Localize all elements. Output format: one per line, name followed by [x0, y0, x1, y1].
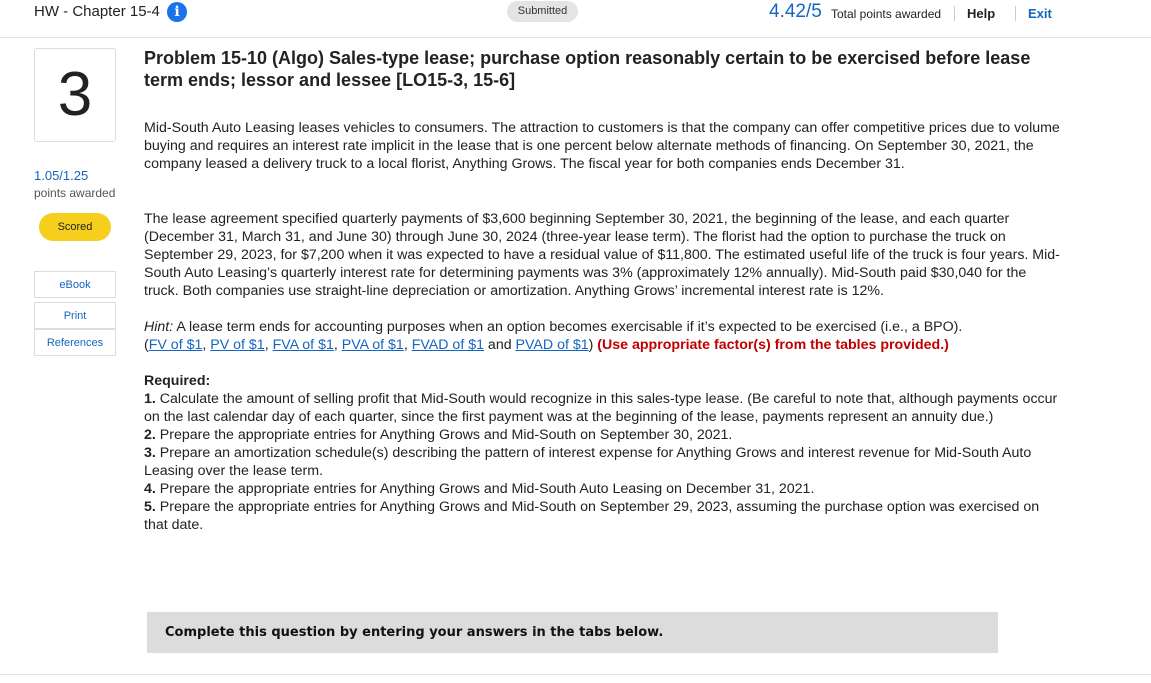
- requirement-item: [144, 390, 1064, 426]
- total-score: 4.42/5: [769, 1, 822, 22]
- question-points-label: points awarded: [34, 186, 116, 200]
- requirement-item: [144, 498, 1064, 534]
- fvad-table-link[interactable]: FVAD of $1: [411, 337, 484, 353]
- references-button[interactable]: References: [34, 329, 116, 356]
- requirement-number: 2.: [144, 427, 156, 443]
- scored-badge: Scored: [39, 213, 111, 241]
- status-badge: Submitted: [507, 1, 578, 22]
- requirement-text: Prepare the appropriate entries for Anything Grows and Mid-South Auto Leasing on December 31, 2021.: [155, 481, 815, 497]
- paren-close: ): [588, 337, 598, 353]
- and-word: and: [483, 337, 516, 353]
- hint-paragraph: [144, 318, 1064, 354]
- print-button[interactable]: Print: [34, 302, 116, 329]
- fva-table-link[interactable]: FVA of $1: [272, 337, 334, 353]
- separator: ,: [202, 337, 211, 353]
- info-icon[interactable]: i: [167, 2, 187, 22]
- divider: [0, 674, 1151, 675]
- hint-label: Hint:: [144, 319, 174, 335]
- problem-title: Problem 15-10 (Algo) Sales-type lease; purchase option reasonably certain to be exercised before lease term ends; lessor and lessee [LO15-3, 15-6]: [144, 48, 1031, 90]
- requirement-number: 1.: [144, 391, 156, 407]
- question-points: 1.05/1.25: [34, 168, 89, 183]
- problem-intro: Mid-South Auto Leasing leases vehicles to consumers. The attraction to customers is that the company can offer competitive prices due to volume buying and requires an interest rate implicit in the lease that is one percent below alternate methods of financing. On September 30, 2021, the company leased a delivery truck to a local florist, Anything Grows. The fiscal year for both companies ends December 31.: [144, 120, 1060, 172]
- question-number: 3: [34, 48, 116, 142]
- problem-terms: The lease agreement specified quarterly payments of $3,600 beginning September 30, 2021, the beginning of the lease, and each quarter (December 31, March 31, and June 30) through June 30, 2024 (three-year lease term). The florist had the option to purchase the truck on September 29, 2023, for $7,200 when it was expected to have a residual value of $11,800. The estimated useful life of the truck is four years. Mid-South Auto Leasing’s quarterly interest rate for determining payments was 3% (approximately 12% annually). Mid-South paid $30,040 for the truck. Both companies use straight-line depreciation or amortization. Anything Grows’ incremental interest rate is 12%.: [144, 211, 1060, 299]
- pv-table-link[interactable]: PV of $1: [210, 337, 265, 353]
- fv-table-link[interactable]: FV of $1: [148, 337, 203, 353]
- separator: ,: [403, 337, 412, 353]
- pvad-table-link[interactable]: PVAD of $1: [515, 337, 589, 353]
- separator: ,: [333, 337, 342, 353]
- paren-open: (: [144, 337, 149, 353]
- pva-table-link[interactable]: PVA of $1: [341, 337, 404, 353]
- use-factors-note: (Use appropriate factor(s) from the tables provided.): [597, 337, 949, 353]
- requirement-text: Calculate the amount of selling profit that Mid-South would recognize in this sales-type lease. (Be careful to note that, although payments occur on the last calendar day of each quarter, since the first payment was at the beginning of the lease, payments represent an annuity due.): [144, 391, 1058, 425]
- requirement-number: 4.: [144, 481, 156, 497]
- problem-content: [144, 47, 1064, 534]
- requirement-item: [144, 444, 1064, 480]
- requirement-item: [144, 480, 1064, 498]
- exit-link[interactable]: Exit: [1015, 6, 1052, 21]
- requirement-number: 3.: [144, 445, 156, 461]
- requirement-number: 5.: [144, 499, 156, 515]
- requirement-text: Prepare the appropriate entries for Anything Grows and Mid-South on September 30, 2021.: [155, 427, 733, 443]
- separator: ,: [264, 337, 273, 353]
- required-title: Required:: [144, 373, 211, 389]
- top-bar: [0, 0, 1151, 38]
- assignment-title: HW - Chapter 15-4: [34, 3, 160, 20]
- hint-text: A lease term ends for accounting purposes when an option becomes exercisable if it’s expected to be exercised (i.e., a BPO).: [173, 319, 963, 335]
- help-link[interactable]: Help: [954, 6, 995, 21]
- ebook-button[interactable]: eBook: [34, 271, 116, 298]
- required-section: [144, 372, 1064, 534]
- requirement-text: Prepare an amortization schedule(s) describing the pattern of interest expense for Anything Grows and interest revenue for Mid-South Auto Leasing over the lease term.: [144, 445, 1032, 479]
- total-score-label: Total points awarded: [831, 7, 942, 21]
- instruction-banner: Complete this question by entering your answers in the tabs below.: [147, 612, 998, 653]
- requirement-text: Prepare the appropriate entries for Anything Grows and Mid-South on September 29, 2023, assuming the purchase option was exercised on that date.: [144, 499, 1040, 533]
- requirement-item: [144, 426, 1064, 444]
